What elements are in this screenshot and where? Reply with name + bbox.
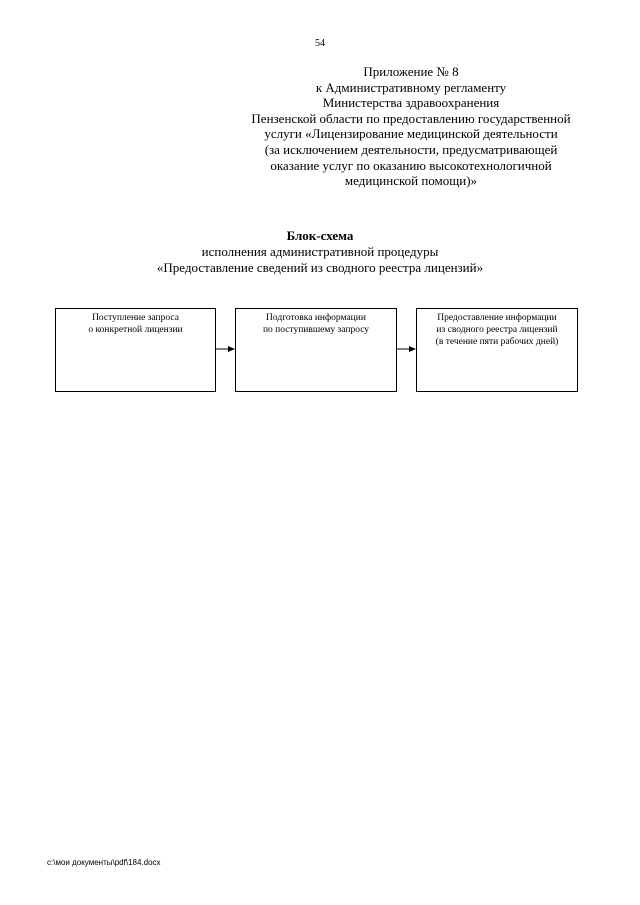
flow-step-text: Предоставление информации [437, 313, 557, 323]
flowchart-subtitle-line2: «Предоставление сведений из сводного реестра лицензий» [156, 260, 484, 275]
flow-step-text: по поступившему запросу [262, 325, 370, 335]
appendix-line: Министерства здравоохранения [322, 95, 500, 111]
appendix-line: услуги «Лицензирование медицинской деятельности [264, 126, 558, 142]
appendix-line: медицинской помощи)» [344, 173, 478, 189]
flow-step-text: из сводного реестра лицензий [436, 325, 558, 335]
flowchart-title-block [0, 228, 640, 276]
flow-step-text: Поступление запроса [92, 313, 179, 323]
file-path-footer: c:\мои документы\pdf\184.docx [47, 858, 161, 867]
flow-step-request-received [55, 308, 216, 392]
appendix-line: оказание услуг по оказанию высокотехнологичной [270, 157, 552, 173]
flowchart-title: Блок-схема [286, 228, 354, 243]
flow-step-text: Подготовка информации [266, 313, 366, 323]
appendix-line: (за исключением деятельности, предусматривающей [264, 141, 558, 157]
appendix-header [238, 64, 584, 189]
arrow-right-icon [397, 345, 416, 353]
arrow-right-icon [216, 345, 235, 353]
flowchart-subtitle-line1: исполнения административной процедуры [201, 244, 439, 259]
flow-step-text: о конкретной лицензии [88, 325, 183, 335]
appendix-line: к Административному регламенту [315, 79, 507, 95]
flow-step-text: (в течение пяти рабочих дней) [435, 337, 559, 347]
flow-step-prepare-info [235, 308, 397, 392]
appendix-line: Пензенской области по предоставлению государственной [251, 110, 571, 126]
page-number: 54 [315, 38, 325, 49]
flow-step-provide-info [416, 308, 578, 392]
appendix-line: Приложение № 8 [363, 64, 459, 79]
